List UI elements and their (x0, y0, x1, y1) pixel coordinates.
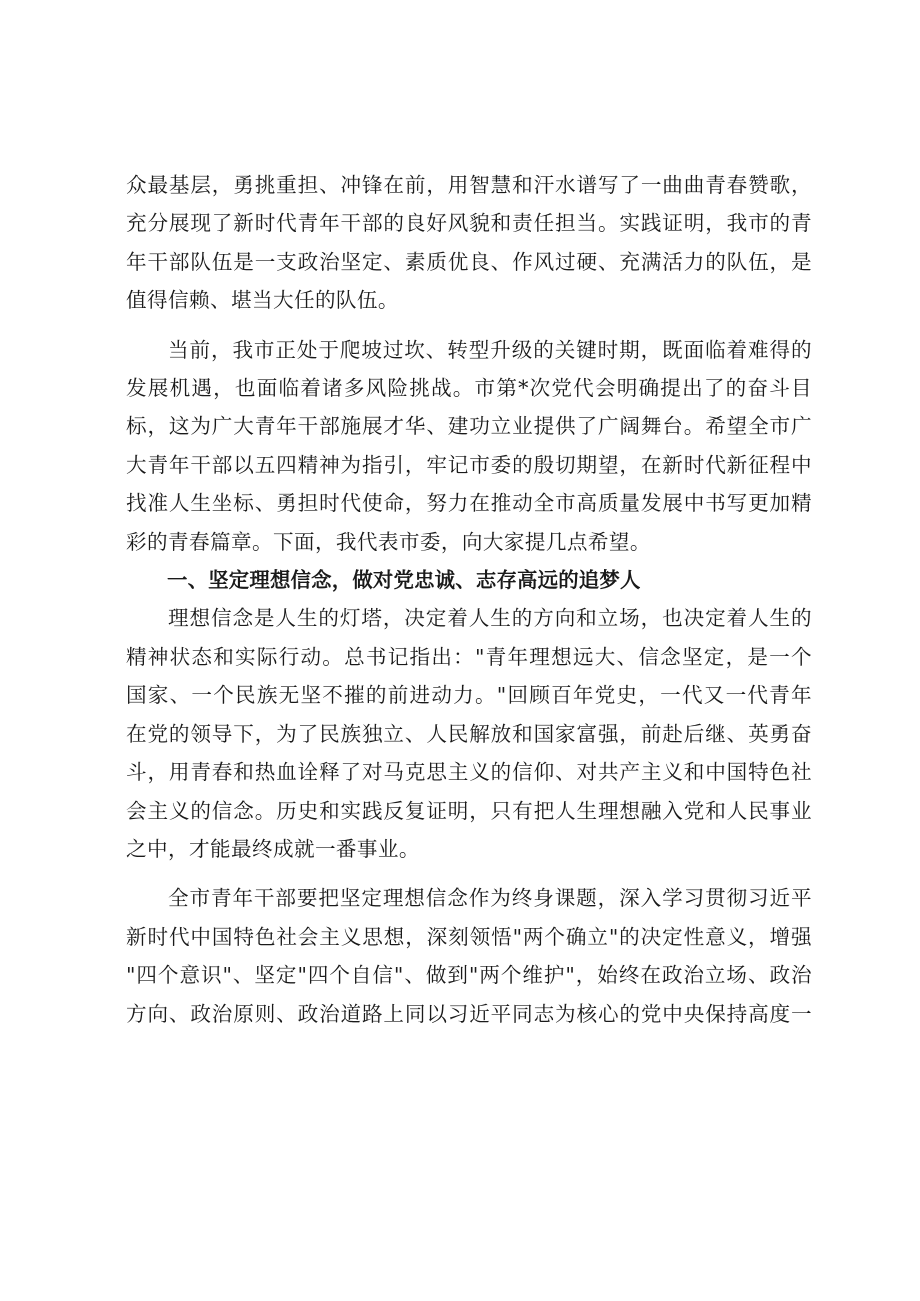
paragraph-line: 彩的青春篇章。下面，我代表市委，向大家提几点希望。 (126, 529, 651, 554)
paragraph-line: 国家、一个民族无坚不摧的前进动力。"回顾百年党史，一代又一代青年 (126, 683, 812, 708)
paragraph-3 (126, 599, 812, 868)
paragraph-line: 全市青年干部要把坚定理想信念作为终身课题，深入学习贯彻习近平 (168, 886, 812, 911)
paragraph-line: 当前，我市正处于爬坡过坎、转型升级的关键时期，既面临着难得的 (168, 337, 812, 362)
paragraph-line: 大青年干部以五四精神为指引，牢记市委的殷切期望，在新时代新征程中 (126, 452, 812, 477)
paragraph-line: 标，这为广大青年干部施展才华、建功立业提供了广阔舞台。希望全市广 (126, 414, 812, 439)
section-heading: 一、坚定理想信念，做对党忠诚、志存高远的追梦人 (167, 568, 641, 593)
paragraph-line: 理想信念是人生的灯塔，决定着人生的方向和立场，也决定着人生的 (168, 606, 812, 631)
paragraph-line: "四个意识"、坚定"四个自信"、做到"两个维护"，始终在政治立场、政治 (126, 963, 812, 988)
paragraph-line: 新时代中国特色社会主义思想，深刻领悟"两个确立"的决定性意义，增强 (126, 924, 812, 949)
paragraph-line: 精神状态和实际行动。总书记指出："青年理想远大、信念坚定，是一个 (126, 644, 812, 669)
paragraph-1 (126, 166, 812, 320)
paragraph-line: 值得信赖、堪当大任的队伍。 (126, 288, 399, 313)
paragraph-line: 众最基层，勇挑重担、冲锋在前，用智慧和汗水谱写了一曲曲青春赞歌， (126, 173, 812, 197)
paragraph-line: 会主义的信念。历史和实践反复证明，只有把人生理想融入党和人民事业 (126, 798, 812, 823)
paragraph-line: 方向、政治原则、政治道路上同以习近平同志为核心的党中央保持高度一 (126, 1001, 812, 1026)
paragraph-line: 充分展现了新时代青年干部的良好风貌和责任担当。实践证明，我市的青 (126, 211, 812, 236)
paragraph-4 (126, 879, 812, 1033)
paragraph-line: 在党的领导下，为了民族独立、人民解放和国家富强，前赴后继、英勇奋 (126, 721, 812, 746)
paragraph-line: 斗，用青春和热血诠释了对马克思主义的信仰、对共产主义和中国特色社 (126, 760, 812, 785)
document-body (126, 166, 812, 1033)
paragraph-2 (126, 331, 812, 561)
paragraph-line: 年干部队伍是一支政治坚定、素质优良、作风过硬、充满活力的队伍，是 (126, 249, 812, 274)
paragraph-line: 找准人生坐标、勇担时代使命，努力在推动全市高质量发展中书写更加精 (126, 491, 812, 516)
paragraph-line: 发展机遇，也面临着诸多风险挑战。市第*次党代会明确提出了的奋斗目 (126, 376, 812, 401)
paragraph-line: 之中，才能最终成就一番事业。 (126, 836, 420, 861)
